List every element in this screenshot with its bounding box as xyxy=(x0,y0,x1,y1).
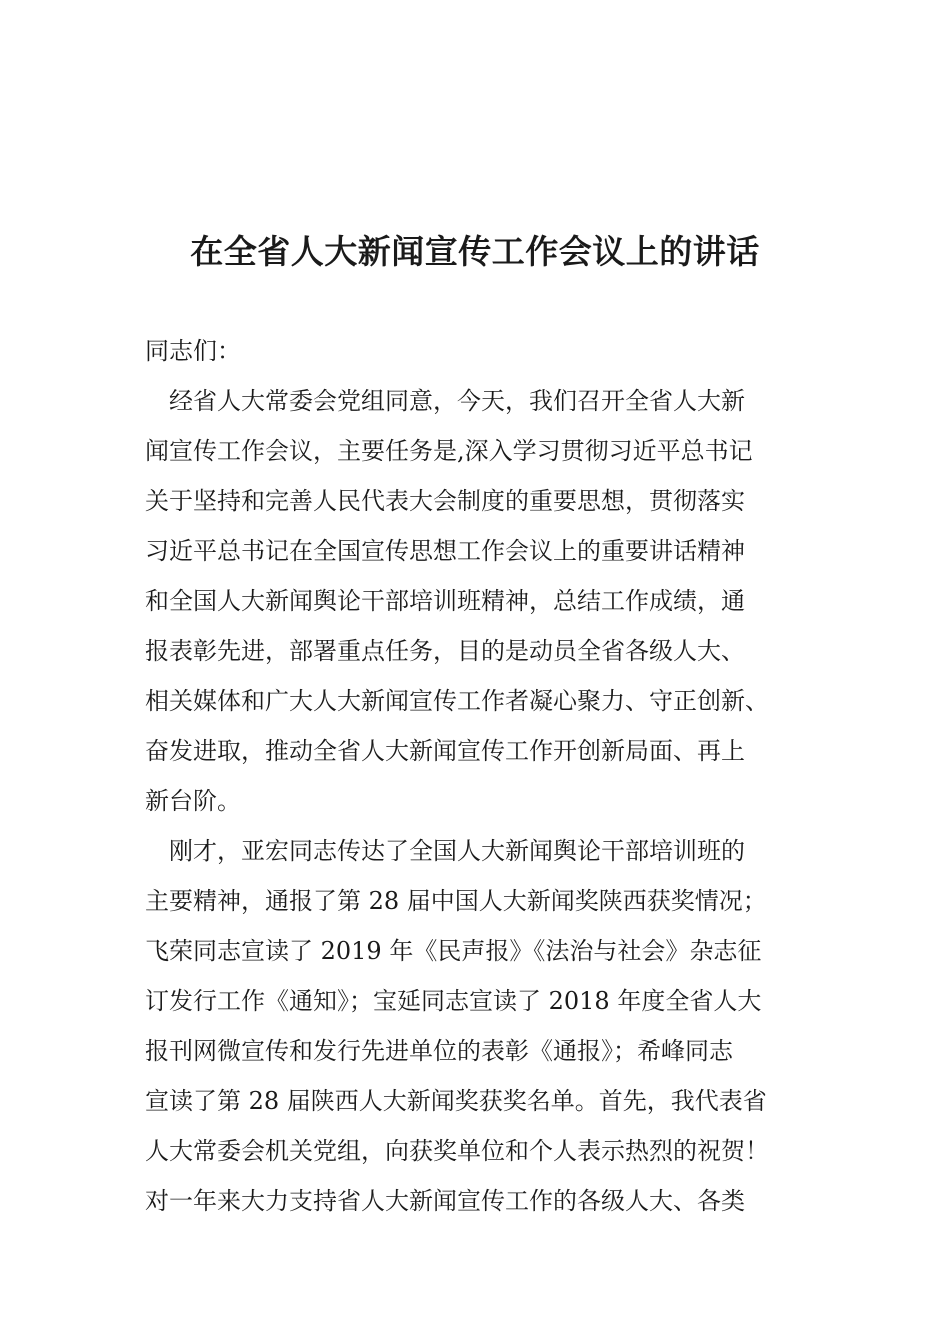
body-line: 相关媒体和广大人大新闻宣传工作者凝心聚力、守正创新、 xyxy=(145,687,769,715)
body-line: 新台阶。 xyxy=(145,787,241,815)
body-line: 习近平总书记在全国宣传思想工作会议上的重要讲话精神 xyxy=(145,537,745,565)
body-line: 关于坚持和完善人民代表大会制度的重要思想，贯彻落实 xyxy=(145,487,745,515)
body-line: 宣读了第 28 届陕西人大新闻奖获奖名单。首先，我代表省 xyxy=(145,1087,767,1115)
document-body xyxy=(145,326,800,1226)
body-line: 闻宣传工作会议，主要任务是,深入学习贯彻习近平总书记 xyxy=(145,437,753,465)
body-line: 经省人大常委会党组同意，今天，我们召开全省人大新 xyxy=(145,387,745,415)
body-line: 人大常委会机关党组，向获奖单位和个人表示热烈的祝贺！ xyxy=(145,1137,769,1165)
body-line: 主要精神，通报了第 28 届中国人大新闻奖陕西获奖情况； xyxy=(145,887,767,915)
body-line: 和全国人大新闻舆论干部培训班精神，总结工作成绩，通 xyxy=(145,587,745,615)
body-line: 报表彰先进，部署重点任务，目的是动员全省各级人大、 xyxy=(145,637,745,665)
body-line: 订发行工作《通知》；宝延同志宣读了 2018 年度全省人大 xyxy=(145,987,762,1015)
document-title: 在全省人大新闻宣传工作会议上的讲话 xyxy=(190,232,760,271)
body-line: 报刊网微宣传和发行先进单位的表彰《通报》；希峰同志 xyxy=(145,1037,733,1065)
body-line: 飞荣同志宣读了 2019 年《民声报》《法治与社会》杂志征 xyxy=(145,937,762,965)
body-line: 刚才，亚宏同志传达了全国人大新闻舆论干部培训班的 xyxy=(145,837,745,865)
body-line: 奋发进取，推动全省人大新闻宣传工作开创新局面、再上 xyxy=(145,737,745,765)
body-line: 对一年来大力支持省人大新闻宣传工作的各级人大、各类 xyxy=(145,1187,745,1215)
body-line: 同志们： xyxy=(145,337,241,365)
